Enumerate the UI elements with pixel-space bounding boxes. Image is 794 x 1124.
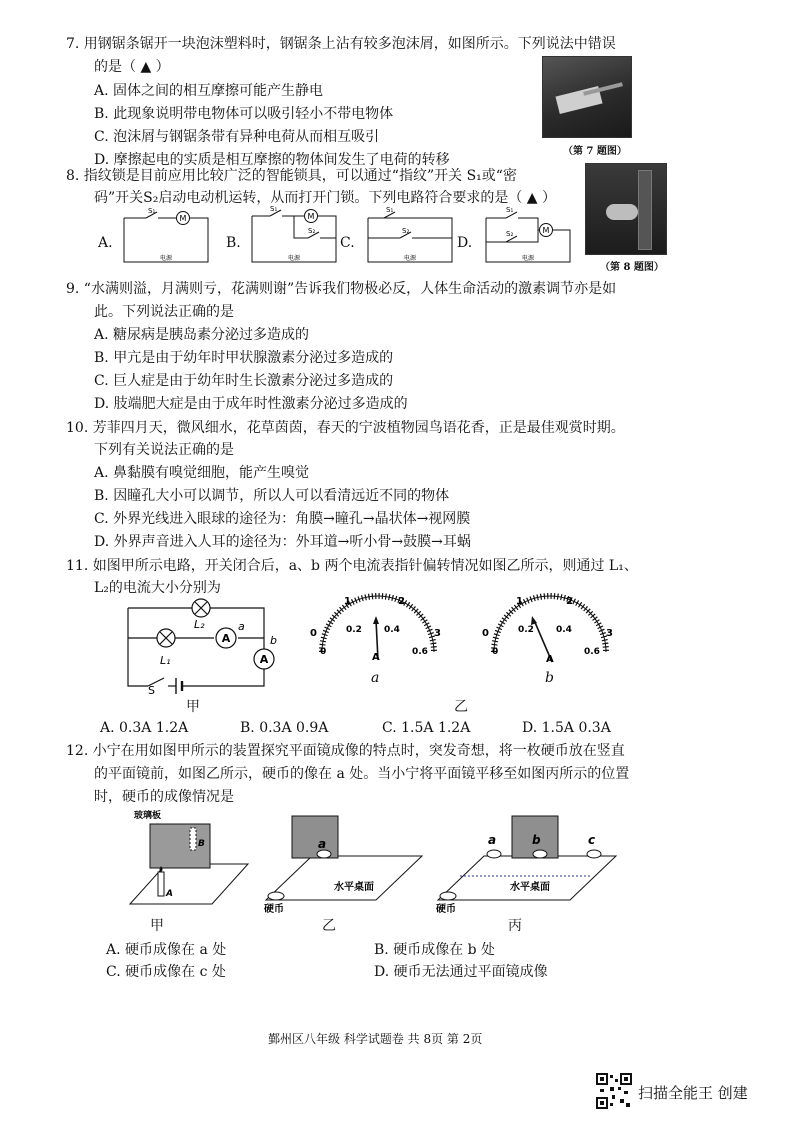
q8-circuit-a: [118, 208, 214, 270]
q8-option-a: A.: [98, 235, 113, 251]
scale-upper-0: 0: [482, 628, 489, 639]
scale-lower-0: 0: [492, 647, 499, 657]
scale-upper-2: 2: [398, 596, 405, 607]
scale-upper-1: 1: [516, 596, 523, 607]
q11-stem-line2: L₂的电流大小分别为: [94, 580, 221, 596]
power-label: 电源: [159, 255, 173, 262]
power-label: 电源: [521, 255, 535, 262]
door-lock: [638, 170, 652, 250]
q11-option-c: C. 1.5A 1.2A: [382, 720, 471, 736]
scale-upper-1: 1: [344, 596, 351, 607]
q11-meter-b-label: b: [545, 670, 554, 686]
switch-s1-label: S₁: [386, 206, 394, 214]
q10-option-c: C. 外界光线进入眼球的途径为：角膜→瞳孔→晶状体→视网膜: [94, 511, 471, 527]
q7-option-c: C. 泡沫屑与钢锯条带有异种电荷从而相互吸引: [94, 129, 380, 145]
scale-lower-3: 0.6: [412, 647, 428, 657]
q8-circuit-d: [480, 204, 576, 270]
q7-option-d: D. 摩擦起电的实质是相互摩擦的物体间发生了电荷的转移: [94, 152, 450, 168]
label-switch: S: [148, 684, 155, 697]
point-c-label: c: [588, 833, 596, 847]
q12-stem-line1: 12. 小宁在用如图甲所示的装置探究平面镜成像的特点时，突发奇想，将一枚硬币放在竖直: [66, 743, 625, 759]
q10-option-a: A. 鼻黏膜有嗅觉细胞，能产生嗅觉: [94, 465, 310, 481]
q11-fig-jia: 甲: [186, 699, 200, 715]
q7-photo: [542, 56, 632, 138]
scanner-watermark: 扫描全能王 创建: [638, 1084, 748, 1102]
q12-stem-line3: 时，硬币的成像情况是: [94, 789, 234, 805]
q12-option-a: A. 硬币成像在 a 处: [106, 942, 227, 958]
scale-upper-0: 0: [310, 628, 317, 639]
q9-stem-line1: 9. “水满则溢，月满则亏，花满则谢”告诉我们物极必反，人体生命活动的激素调节亦是如: [66, 281, 617, 297]
q12-fig-jia-label: 甲: [150, 918, 164, 934]
q7-option-a: A. 固体之间的相互摩擦可能产生静电: [94, 83, 324, 99]
glass-label: 玻璃板: [134, 811, 162, 821]
meter-b-symbol: A: [546, 654, 554, 665]
scale-upper-3: 3: [434, 628, 441, 639]
coin-label: 硬币: [436, 904, 456, 914]
q12-option-b: B. 硬币成像在 b 处: [374, 942, 496, 958]
q11-option-a: A. 0.3A 1.2A: [100, 720, 189, 736]
power-label: 电源: [287, 255, 301, 262]
q8-option-d: D.: [457, 235, 473, 251]
q11-meter-a-label: a: [371, 670, 380, 686]
coin-icon: [440, 892, 456, 900]
q12-fig-yi-label: 乙: [322, 918, 336, 934]
q8-photo: [585, 163, 667, 255]
ammeter-a-symbol: A: [221, 632, 231, 645]
q9-option-a: A. 糖尿病是胰岛素分泌过多造成的: [94, 327, 310, 343]
power-label: 电源: [403, 255, 417, 262]
switch-s2-label: S₂: [402, 227, 410, 235]
q8-circuit-b: [246, 204, 342, 270]
q12-option-c: C. 硬币成像在 c 处: [106, 964, 226, 980]
point-a: A: [166, 889, 173, 899]
q9-option-b: B. 甲亢是由于幼年时甲状腺激素分泌过多造成的: [94, 350, 394, 366]
q11-circuit-jia: [112, 590, 282, 710]
scale-upper-3: 3: [606, 628, 613, 639]
q12-fig-yi: [258, 810, 426, 914]
scale-lower-1: 0.2: [346, 625, 362, 635]
label-l2: L₂: [194, 618, 205, 631]
point-b-label: b: [532, 833, 541, 847]
q7-stem-line1: 7. 用钢锯条锯开一块泡沫塑料时，钢锯条上沾有较多泡沫屑，如图所示。下列说法中错误: [66, 36, 616, 52]
switch-s1-label: S₁: [148, 208, 156, 215]
scale-lower-2: 0.4: [384, 625, 400, 635]
coin-label: 硬币: [264, 904, 284, 914]
scale-lower-0: 0: [320, 647, 327, 657]
table-label: 水平桌面: [510, 882, 550, 893]
q9-option-c: C. 巨人症是由于幼年时生长激素分泌过多造成的: [94, 373, 394, 389]
q10-option-b: B. 因瞳孔大小可以调节，所以人可以看清远近不同的物体: [94, 488, 450, 504]
meter-a-symbol: A: [372, 652, 380, 663]
motor-label: M: [542, 226, 550, 235]
q12-fig-bing: [430, 810, 620, 914]
switch-s1-label: S₁: [506, 206, 514, 214]
q8-circuit-c: [362, 204, 458, 270]
label-l1: L₁: [160, 654, 171, 667]
q11-stem-line1: 11. 如图甲所示电路，开关闭合后，a、b 两个电流表指针偏转情况如图乙所示，则通过 L₁、: [66, 558, 638, 574]
qr-code-icon: [596, 1073, 632, 1109]
page-footer: 鄞州区八年级 科学试题卷 共 8页 第 2页: [268, 1032, 483, 1046]
q12-option-d: D. 硬币无法通过平面镜成像: [374, 964, 548, 980]
motor-label: M: [179, 214, 187, 223]
q7-stem-line2: 的是（ ▲ ）: [94, 59, 170, 75]
q9-stem-line2: 此。下列说法正确的是: [94, 304, 234, 320]
motor-label: M: [307, 212, 315, 221]
point-a-image: a: [318, 837, 327, 851]
q10-stem-line1: 10. 芳菲四月天，微风细水，花草茵茵，春天的宁波植物园鸟语花香，正是最佳观赏时期。: [66, 420, 625, 436]
q12-stem-line2: 的平面镜前，如图乙所示，硬币的像在 a 处。当小宁将平面镜平移至如图丙所示的位置: [94, 766, 630, 782]
table-label: 水平桌面: [334, 882, 374, 893]
label-b: b: [270, 634, 277, 647]
q11-option-d: D. 1.5A 0.3A: [522, 720, 611, 736]
point-a-label: a: [488, 833, 497, 847]
q12-fig-bing-label: 丙: [508, 918, 522, 934]
switch-s1-label: S₁: [270, 205, 278, 213]
label-a: a: [238, 620, 245, 633]
q11-option-b: B. 0.3A 0.9A: [240, 720, 329, 736]
candle-a: [158, 872, 164, 896]
finger: [606, 204, 638, 220]
q11-fig-yi: 乙: [454, 699, 468, 715]
q8-caption: （第 8 题图）: [600, 262, 664, 273]
q7-caption: （第 7 题图）: [563, 146, 627, 157]
ammeter-b-symbol: A: [259, 653, 269, 666]
coin-icon: [268, 892, 284, 900]
q8-option-c: C.: [340, 235, 355, 251]
scale-lower-1: 0.2: [518, 625, 534, 635]
q10-stem-line2: 下列有关说法正确的是: [94, 442, 234, 458]
switch-s2-label: S₂: [308, 227, 316, 235]
switch-s2-label: S₂: [506, 230, 514, 238]
q7-option-b: B. 此现象说明带电物体可以吸引轻小不带电物体: [94, 106, 394, 122]
scale-lower-2: 0.4: [556, 625, 572, 635]
q8-option-b: B.: [226, 235, 241, 251]
q12-fig-jia: [120, 808, 254, 910]
q8-stem-line2: 码”开关S₂启动电动机运转，从而打开门锁。下列电路符合要求的是（ ▲ ）: [94, 190, 557, 206]
point-b: B: [198, 839, 205, 849]
q8-stem-line1: 8. 指纹锁是目前应用比较广泛的智能锁具，可以通过“指纹”开关 S₁或“密: [66, 168, 517, 184]
q9-option-d: D. 肢端肥大症是由于成年时性激素分泌过多造成的: [94, 396, 408, 412]
scale-lower-3: 0.6: [584, 647, 600, 657]
q10-option-d: D. 外界声音进入人耳的途径为：外耳道→听小骨→鼓膜→耳蜗: [94, 534, 471, 550]
scale-upper-2: 2: [566, 596, 573, 607]
